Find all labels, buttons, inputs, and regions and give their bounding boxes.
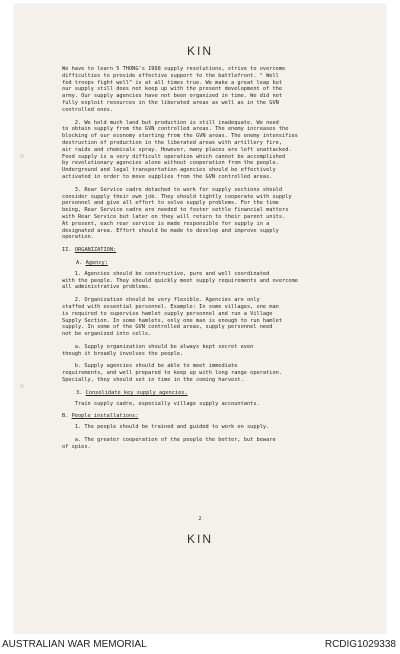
consolidate-title: Consolidate key supply agencies. <box>85 389 188 396</box>
text-line: personnel and give all effort to solve supply problems. For the time <box>62 200 279 207</box>
archive-record-id: RCDIG1029338 <box>324 639 396 650</box>
text-line: 2. Organization should be very flexible. Agencies are only <box>62 297 260 304</box>
text-line: is required to supervise hamlet supply personnel and run a Village <box>62 310 273 317</box>
text-line: our supply still does not keep up with the present development of the <box>62 86 283 93</box>
text-line: by revolutionary agencies alone without cooperation from the people. <box>62 160 279 167</box>
text-line: operation. <box>62 234 94 241</box>
consolidate-heading <box>62 390 362 397</box>
punch-hole <box>20 154 24 158</box>
document-page <box>14 4 386 634</box>
consolidate-number: 3. <box>76 389 83 396</box>
subsection-title: Agency: <box>85 259 108 266</box>
people-installations-item-a <box>62 437 362 451</box>
text-line: Specially, they should set in time in the coming harvest. <box>62 377 244 384</box>
text-line: 1. The people should be trained and guided to work on supply. <box>62 424 270 431</box>
text-line: of spies. <box>62 443 91 450</box>
text-line: difficulties to provide effective support to the battlefront. " Well <box>62 72 279 79</box>
text-line: requirements, and well prepared to keep up with long range operation. <box>62 370 283 377</box>
archive-footer <box>0 634 400 654</box>
subsection-letter: A. <box>76 259 83 266</box>
text-line: designated area. Effort should be made to develop and improve supply <box>62 227 279 234</box>
text-line: army. Our supply agencies have not been organized in time. We did not <box>62 93 283 100</box>
text-line: b. Supply agencies should be able to meet immediate <box>62 363 238 370</box>
text-line: with Rear Service but later on they will return to their parent units. <box>62 213 286 220</box>
text-line: 3. Rear Service cadre detached to work for supply sections should <box>62 186 283 193</box>
text-line: Underground and legal transportation agencies should be effectively <box>62 167 276 174</box>
text-line: consider supply their own job. They should tightly cooperate with supply <box>62 193 292 200</box>
agency-paragraph-1 <box>62 271 362 291</box>
text-line: a. Supply organization should be always kept secret even <box>62 343 254 350</box>
section-title: ORGANIZATION: <box>74 247 117 254</box>
page-number: 2 <box>198 516 202 522</box>
text-line: supply. In some of the GVN controlled areas, supply personnel need <box>62 324 273 331</box>
text-line: blocking of our economy starting from the GVN areas. The enemy intensifies <box>62 133 298 140</box>
text-line: At present, each rear service is made responsible for supply in a <box>62 220 270 227</box>
footer-handwritten-mark: KIN <box>186 532 213 546</box>
text-line: fed troops fight well" is at all times true. We make a great leap but <box>62 79 283 86</box>
agency-paragraph-a <box>62 344 362 358</box>
people-installations-letter: B. <box>62 413 69 420</box>
text-line: air raids and chemicals spray. However, many places are left unattacked. <box>62 146 292 153</box>
paragraph-3 <box>62 187 362 241</box>
text-line: with the people. They should quickly meet supply requirements and overcome <box>62 277 298 284</box>
text-line: to obtain supply from the GVN controlled areas. The enemy increases the <box>62 126 289 133</box>
text-line: being, Rear Service cadre are needed to foster settle financial matters <box>62 207 289 214</box>
paragraph-intro <box>62 66 362 114</box>
people-installations-item-1 <box>62 424 362 431</box>
text-line: We have to learn 5 THONG's 1968 supply resolutions, strive to overcome <box>62 66 286 72</box>
text-line: Food supply is a very difficult operation which cannot be accomplished <box>62 153 286 160</box>
text-line: Supply Section. In some hamlets, only one man is enough to run hamlet <box>62 317 283 324</box>
agency-paragraph-2 <box>62 297 362 338</box>
subsection-heading-agency <box>62 260 362 267</box>
punch-hole <box>20 384 24 388</box>
paragraph-2 <box>62 120 362 181</box>
text-line: not be organized into cells. <box>62 331 152 338</box>
text-line: staffed with essential personnel. Example: In some villages, one man <box>62 303 279 310</box>
document-body <box>62 66 362 457</box>
header-handwritten-mark: KIN <box>186 44 213 58</box>
text-line: all administrative problems. <box>62 284 152 291</box>
text-line: controlled ones. <box>62 106 114 113</box>
text-line: though it broadly involves the people. <box>62 350 184 357</box>
consolidate-body <box>62 401 362 408</box>
section-numeral: II. <box>62 247 72 254</box>
text-line: destruction of production in the liberated areas with artillery fire, <box>62 139 283 146</box>
text-line: 2. We hold much land but production is still inadequate. We need <box>62 119 279 126</box>
text-line: fully exploit resources in the liberated areas as well as in the GVN <box>62 99 279 106</box>
people-installations-heading <box>62 413 362 420</box>
archive-institution: AUSTRALIAN WAR MEMORIAL <box>2 639 147 650</box>
text-line: a. The greater cooperation of the people the better, but beware <box>62 437 276 444</box>
people-installations-title: People installations: <box>71 413 139 420</box>
section-heading-organization <box>62 247 362 254</box>
agency-paragraph-b <box>62 363 362 383</box>
text-line: Train supply cadre, especially village supply accountants. <box>62 400 260 407</box>
text-line: activated in order to move supplies from the GVN controlled areas. <box>62 173 273 180</box>
text-line: 1. Agencies should be constructive, pure and well coordinated <box>62 270 270 277</box>
